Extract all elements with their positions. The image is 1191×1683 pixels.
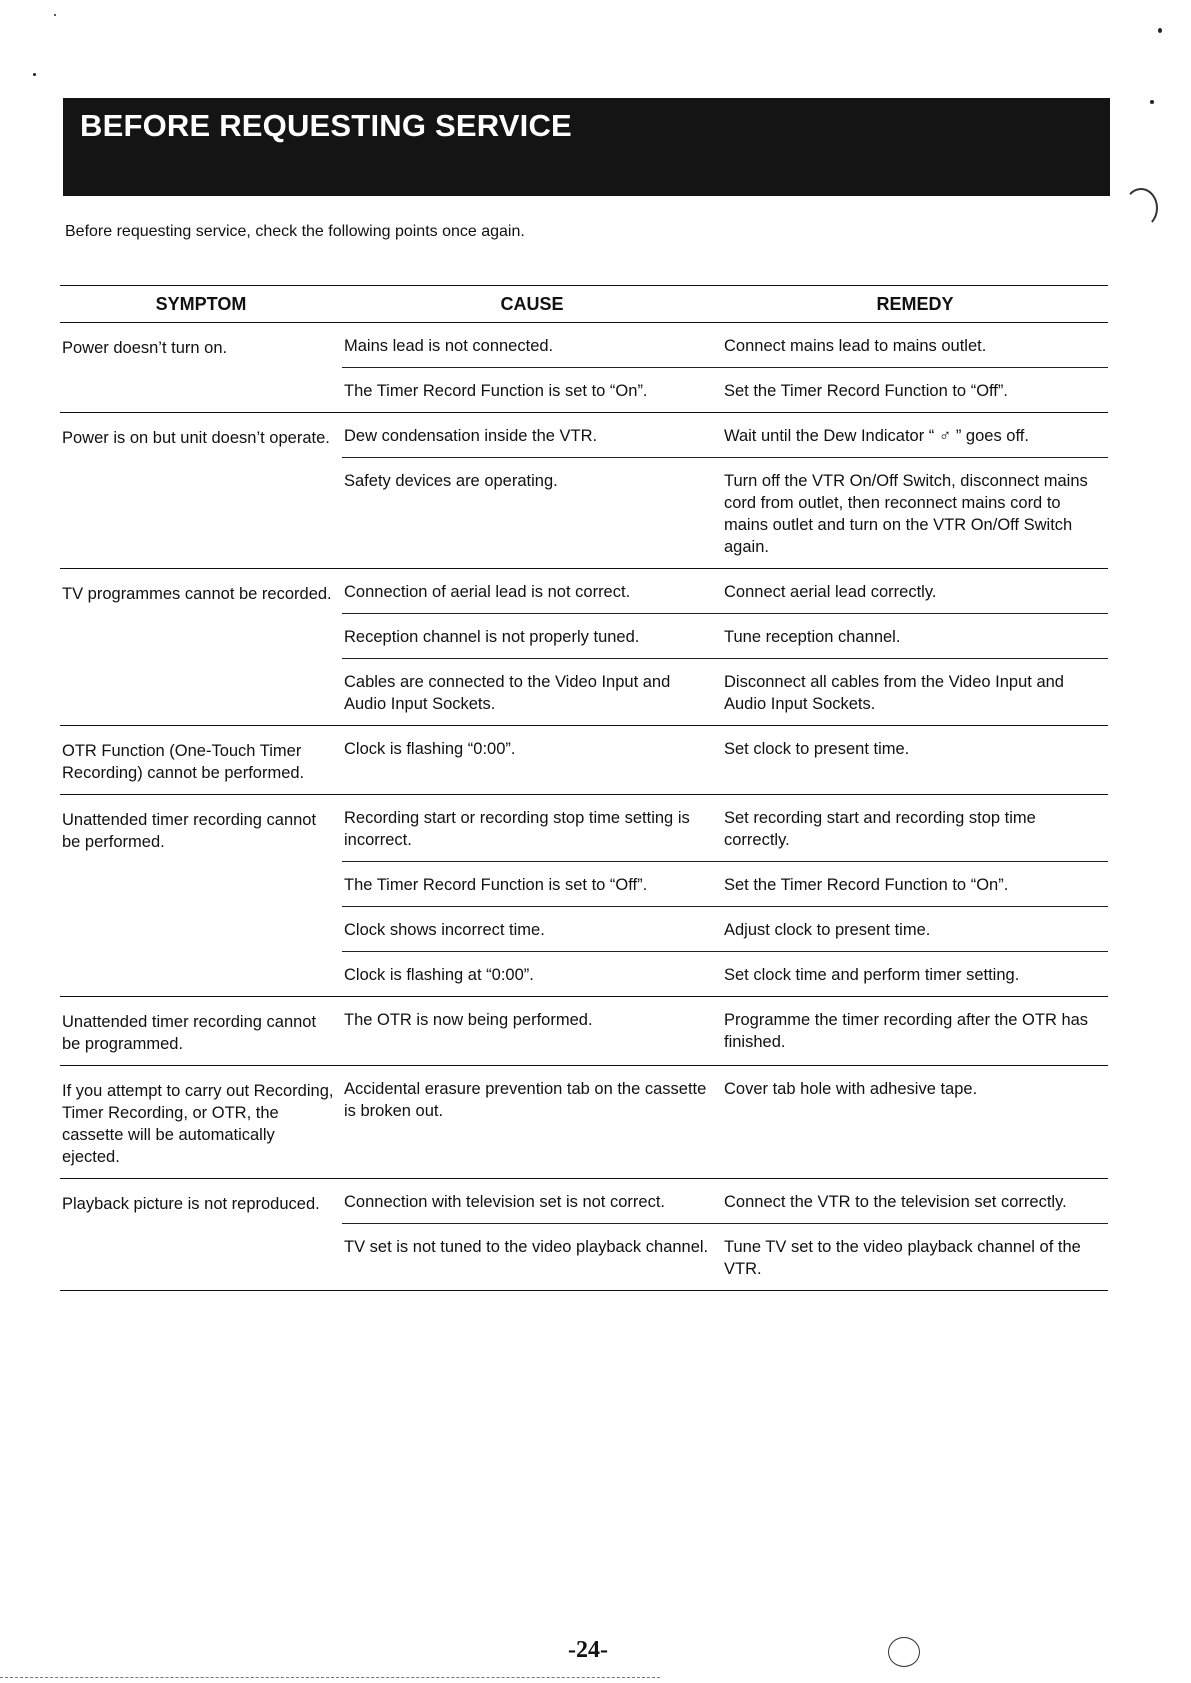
table-row — [342, 1179, 1108, 1223]
remedy-cell: Adjust clock to present time. — [724, 921, 931, 939]
scan-speck — [33, 73, 36, 76]
cause-cell: The OTR is now being performed. — [344, 1011, 593, 1029]
symptom-group — [60, 412, 1108, 568]
column-header-cause: CAUSE — [500, 293, 564, 314]
remedy-cell: Set the Timer Record Function to “On”. — [724, 876, 1009, 894]
cause-cell: Recording start or recording stop time setting is incorrect. — [344, 809, 690, 849]
cause-remedy-list — [342, 795, 1108, 996]
cause-cell: Cables are connected to the Video Input and Audio Input Sockets. — [344, 673, 671, 713]
table-row — [342, 951, 1108, 996]
table-row — [342, 413, 1108, 457]
cause-cell: Clock is flashing at “0:00”. — [344, 966, 534, 984]
symptom-cell: Playback picture is not reproduced. — [62, 1195, 320, 1213]
table-row — [342, 861, 1108, 906]
table-row — [342, 1066, 1108, 1132]
table-row — [342, 569, 1108, 613]
remedy-cell: Connect mains lead to mains outlet. — [724, 337, 987, 355]
remedy-cell: Disconnect all cables from the Video Input and Audio Input Sockets. — [724, 673, 1064, 713]
symptom-group — [60, 323, 1108, 412]
symptom-cell: If you attempt to carry out Recording, Timer Recording, or OTR, the cassette will be automatically ejected. — [62, 1082, 334, 1166]
cause-remedy-list — [342, 323, 1108, 412]
symptom-cell: Power is on but unit doesn’t operate. — [62, 429, 330, 447]
cause-cell: Clock shows incorrect time. — [344, 921, 545, 939]
troubleshooting-table — [60, 285, 1108, 1291]
header-banner — [63, 98, 1110, 196]
page-number: -24- — [568, 1637, 608, 1663]
table-row — [342, 997, 1108, 1063]
symptom-group — [60, 794, 1108, 996]
scan-speck — [1158, 28, 1162, 33]
symptom-group — [60, 1178, 1108, 1290]
remedy-cell: Set clock time and perform timer setting. — [724, 966, 1020, 984]
remedy-cell: Connect the VTR to the television set correctly. — [724, 1193, 1067, 1211]
cause-cell: The Timer Record Function is set to “On”. — [344, 382, 648, 400]
punch-hole-mark — [1124, 188, 1158, 228]
cause-cell: Mains lead is not connected. — [344, 337, 554, 355]
table-row — [342, 457, 1108, 568]
remedy-cell: Tune TV set to the video playback channel of the VTR. — [724, 1238, 1081, 1278]
remedy-cell: Wait until the Dew Indicator “ ♂ ” goes off. — [724, 427, 1029, 445]
table-row — [342, 367, 1108, 412]
remedy-cell: Set the Timer Record Function to “Off”. — [724, 382, 1008, 400]
symptom-group — [60, 1065, 1108, 1178]
remedy-cell: Set clock to present time. — [724, 740, 910, 758]
symptom-cell: Unattended timer recording cannot be performed. — [62, 811, 317, 851]
symptom-group — [60, 996, 1108, 1065]
table-row — [342, 1223, 1108, 1290]
symptom-cell: TV programmes cannot be recorded. — [62, 585, 332, 603]
cause-remedy-list — [342, 569, 1108, 725]
cause-remedy-list — [342, 413, 1108, 568]
table-body — [60, 323, 1108, 1290]
cause-cell: Safety devices are operating. — [344, 472, 558, 490]
table-header — [60, 286, 1108, 323]
cause-cell: Clock is flashing “0:00”. — [344, 740, 516, 758]
symptom-cell: Power doesn’t turn on. — [62, 339, 228, 357]
scan-speck — [1150, 100, 1154, 104]
cause-cell: Connection with television set is not correct. — [344, 1193, 665, 1211]
symptom-group — [60, 568, 1108, 725]
remedy-cell: Programme the timer recording after the OTR has finished. — [724, 1011, 1089, 1051]
table-row — [342, 658, 1108, 725]
intro-text: Before requesting service, check the following points once again. — [65, 223, 525, 240]
table-row — [342, 795, 1108, 861]
cause-remedy-list — [342, 726, 1108, 794]
cause-remedy-list — [342, 1179, 1108, 1290]
symptom-cell: Unattended timer recording cannot be programmed. — [62, 1013, 317, 1053]
column-header-remedy: REMEDY — [876, 293, 954, 314]
symptom-group — [60, 725, 1108, 794]
cause-cell: The Timer Record Function is set to “Off”. — [344, 876, 648, 894]
cause-cell: Connection of aerial lead is not correct. — [344, 583, 631, 601]
cause-cell: Dew condensation inside the VTR. — [344, 427, 598, 445]
table-row — [342, 323, 1108, 367]
cause-remedy-list — [342, 997, 1108, 1065]
cause-cell: Accidental erasure prevention tab on the cassette is broken out. — [344, 1080, 707, 1120]
cause-cell: Reception channel is not properly tuned. — [344, 628, 640, 646]
remedy-cell: Set recording start and recording stop time correctly. — [724, 809, 1036, 849]
scan-edge-line — [0, 1677, 660, 1678]
scan-speck — [54, 14, 56, 16]
page-title: BEFORE REQUESTING SERVICE — [80, 108, 572, 143]
table-row — [342, 906, 1108, 951]
table-row — [342, 613, 1108, 658]
remedy-cell: Turn off the VTR On/Off Switch, disconnect mains cord from outlet, then reconnect mains cord to mains outlet and turn on the VTR On/Off Switch again. — [724, 472, 1088, 556]
circle-mark — [888, 1637, 920, 1667]
symptom-cell: OTR Function (One-Touch Timer Recording) cannot be performed. — [62, 742, 305, 782]
cause-cell: TV set is not tuned to the video playback channel. — [344, 1238, 709, 1256]
column-header-symptom: SYMPTOM — [155, 293, 247, 314]
remedy-cell: Tune reception channel. — [724, 628, 901, 646]
cause-remedy-list — [342, 1066, 1108, 1178]
remedy-cell: Connect aerial lead correctly. — [724, 583, 937, 601]
remedy-cell: Cover tab hole with adhesive tape. — [724, 1080, 978, 1098]
table-row — [342, 726, 1108, 770]
